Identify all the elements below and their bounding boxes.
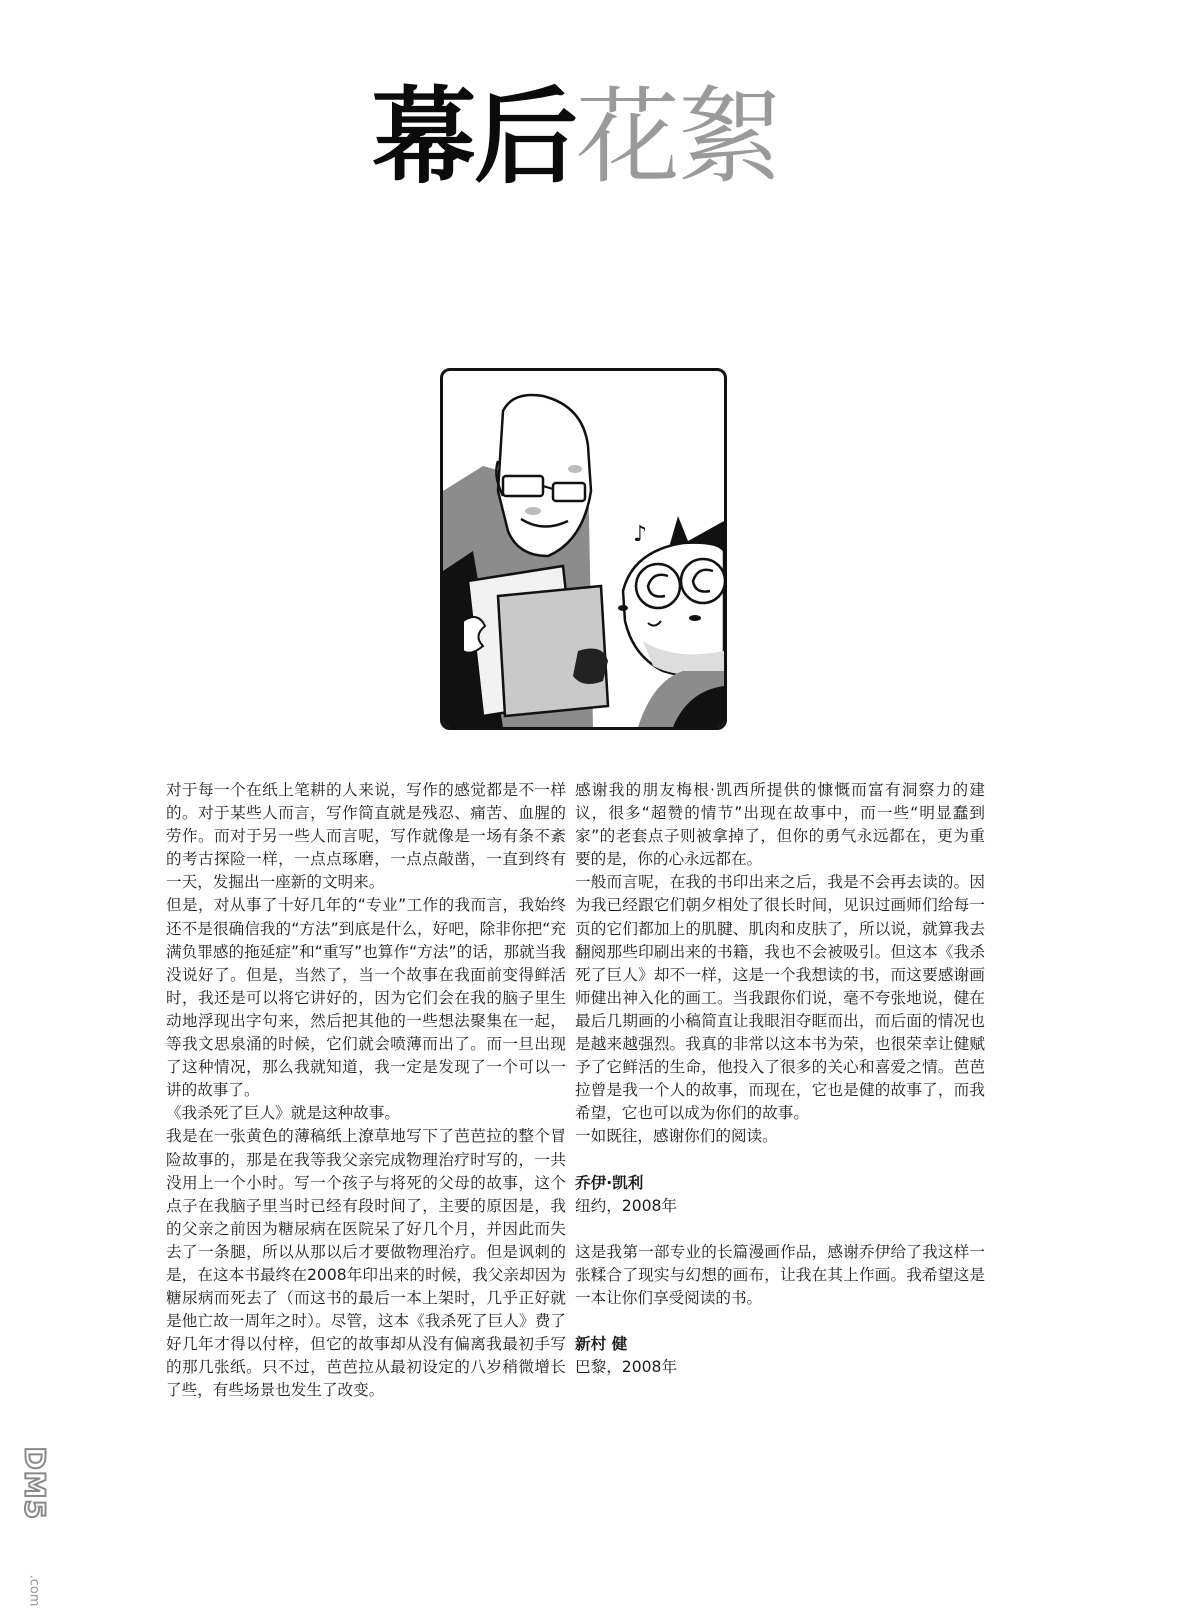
paragraph: 我是在一张黄色的薄稿纸上潦草地写下了芭芭拉的整个冒险故事的，那是在我等我父亲完成物理治疗时写的，一共没用上一个小时。写一个孩子与将死的父母的故事，这个点子在我脑子里当时已经有段时间了，主要的原因是，我的父亲之前因为糖尿病在医院呆了好几个月，并因此而失去了一条腿，所以从那以后才要做物理治疗。但是讽刺的是，在这本书最终在2008年印出来的时候，我父亲却因为糖尿病而死去了（而这书的最后一本上架时，几乎正好就是他亡故一周年之时）。尽管，这本《我杀死了巨人》费了好几年才得以付梓，但它的故事却从没有偏离我最初手写的那几张纸。只不过，芭芭拉从最初设定的八岁稍微增长了些，有些场景也发生了改变。 bbox=[166, 1127, 566, 1400]
paragraph: 《我杀死了巨人》就是这种故事。 bbox=[166, 1104, 400, 1123]
paragraph: 一般而言呢，在我的书印出来之后，我是不会再去读的。因为我已经跟它们朝夕相处了很长时间，见识过画师们给每一页的它们都加上的肌腱、肌肉和皮肤了，所以说，就算我去翻阅那些印刷出来的书籍，我也不会被吸引。但这本《我杀死了巨人》却不一样，这是一个我想读的书，而这要感谢画师健出神入化的画工。当我跟你们说，毫不夸张地说，健在最后几期画的小稿简直让我眼泪夺眶而出，而后面的情况也是越来越强烈。我真的非常以这本书为荣，也很荣幸让健赋予了它鲜活的生命，他投入了很多的关心和喜爱之情。芭芭拉曾是我一个人的故事，而现在，它也是健的故事了，而我希望，它也可以成为你们的故事。 bbox=[575, 873, 985, 1123]
comic-illustration bbox=[443, 371, 724, 727]
paragraph: 一如既往，感谢你们的阅读。 bbox=[575, 1127, 778, 1146]
author-signature-name: 乔伊·凯利 bbox=[575, 1173, 644, 1192]
text-column-left bbox=[166, 779, 566, 1403]
artist-note: 这是我第一部专业的长篇漫画作品，感谢乔伊给了我这样一张糅合了现实与幻想的画布，让我在其上作画。我希望这是一本让你们享受阅读的书。 bbox=[575, 1242, 985, 1308]
page-title bbox=[372, 72, 780, 202]
author-signature-place-date: 纽约，2008年 bbox=[575, 1196, 678, 1215]
artist-signature-place-date: 巴黎，2008年 bbox=[575, 1358, 678, 1377]
swirl-glasses-icon bbox=[636, 564, 680, 608]
watermark-logo: DM5 bbox=[18, 1446, 52, 1521]
paragraph: 对于每一个在纸上笔耕的人来说，写作的感觉都是不一样的。对于某些人而言，写作简直就是残忍、痛苦、血腥的劳作。而对于另一些人而言呢，写作就像是一场有条不紊的考古探险一样，一点点琢磨，一点点敲凿，一直到终有一天，发掘出一座新的文明来。 bbox=[166, 781, 566, 892]
page-title-bold: 幕后 bbox=[372, 76, 577, 198]
paragraph: 感谢我的朋友梅根·凯西所提供的慷慨而富有洞察力的建议，很多“超赞的情节”出现在故事中，而一些“明显蠢到家”的老套点子则被拿掉了，但你的勇气永远都在，更为重要的是，你的心永远都在。 bbox=[575, 781, 985, 869]
site-watermark bbox=[12, 1446, 52, 1607]
comic-illustration-panel bbox=[440, 368, 727, 730]
music-note-icon: ♪ bbox=[633, 522, 648, 547]
paragraph: 但是，对从事了十好几年的“专业”工作的我而言，我始终还不是很确信我的“方法”到底是什么，好吧，除非你把“充满负罪感的拖延症”和“重写”也算作“方法”的话，那就当我没说好了。但是，当然了，当一个故事在我面前变得鲜活时，我还是可以将它讲好的，因为它们会在我的脑子里生动地浮现出字句来，然后把其他的一些想法聚集在一起，等我文思泉涌的时候，它们就会喷薄而出了。而一旦出现了这种情况，那么我就知道，我一定是发现了一个可以一讲的故事了。 bbox=[166, 896, 566, 1100]
watermark-suffix: .com bbox=[26, 1574, 42, 1607]
text-column-right bbox=[575, 779, 985, 1379]
artist-signature-name: 新村 健 bbox=[575, 1335, 628, 1354]
page-title-light: 花絮 bbox=[576, 76, 781, 198]
